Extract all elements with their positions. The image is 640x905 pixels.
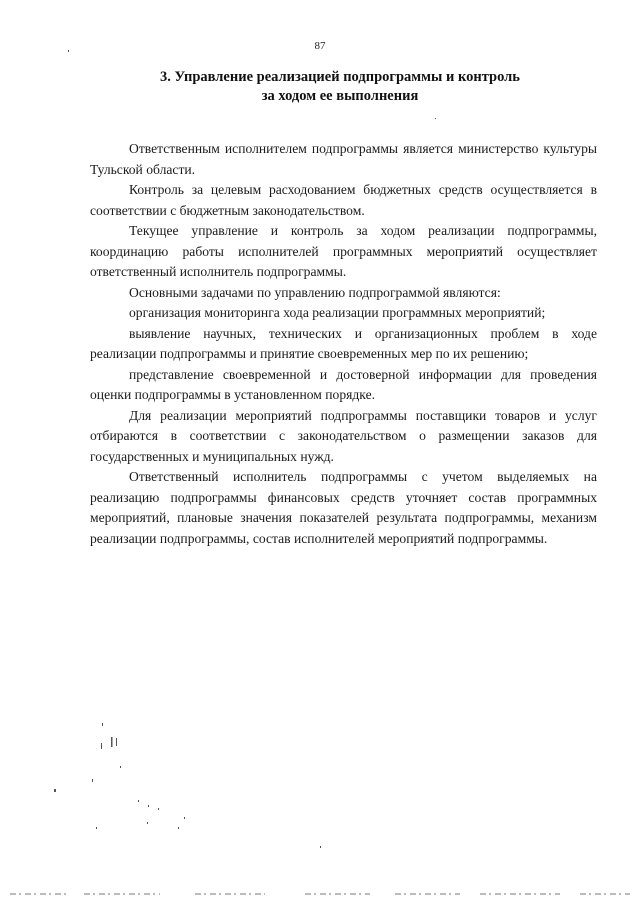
section-heading-line-1: 3. Управление реализацией подпрограммы и контроль bbox=[160, 69, 520, 85]
page-number: 87 bbox=[314, 40, 326, 52]
paragraph: Основными задачами по управлению подпрограммой являются: bbox=[129, 284, 501, 300]
paragraph: Ответственным исполнителем подпрограммы является министерство культуры Тульской области. bbox=[90, 141, 597, 177]
paragraph: Текущее управление и контроль за ходом реализации подпрограммы, координацию работы исполнителей программных мероприятий осуществляет ответственный исполнитель подпрограммы. bbox=[90, 223, 597, 279]
list-item: выявление научных, технических и организационных проблем в ходе реализации подпрограммы и принятие своевременных мер по их решению; bbox=[90, 325, 597, 361]
section-heading-line-2: за ходом ее выполнения bbox=[261, 88, 419, 104]
paragraph: Ответственный исполнитель подпрограммы с учетом выделяемых на реализацию подпрограммы финансовых средств уточняет состав программных мероприятий, плановые значения показателей результата подпрограммы, механизм реализации подпрограммы, состав исполнителей мероприятий подпрограммы. bbox=[90, 469, 597, 546]
list-item: организация мониторинга хода реализации программных мероприятий; bbox=[129, 305, 546, 320]
paragraph: Контроль за целевым расходованием бюджетных средств осуществляется в соответствии с бюджетным законодательством. bbox=[90, 182, 597, 218]
body-text bbox=[90, 139, 597, 549]
paragraph: Для реализации мероприятий подпрограммы поставщики товаров и услуг отбираются в соответствии с законодательством о размещении заказов для государственных и муниципальных нужд. bbox=[90, 407, 597, 464]
section-heading bbox=[90, 68, 590, 106]
list-item: представление своевременной и достоверной информации для проведения оценки подпрограммы в установленном порядке. bbox=[90, 366, 597, 402]
